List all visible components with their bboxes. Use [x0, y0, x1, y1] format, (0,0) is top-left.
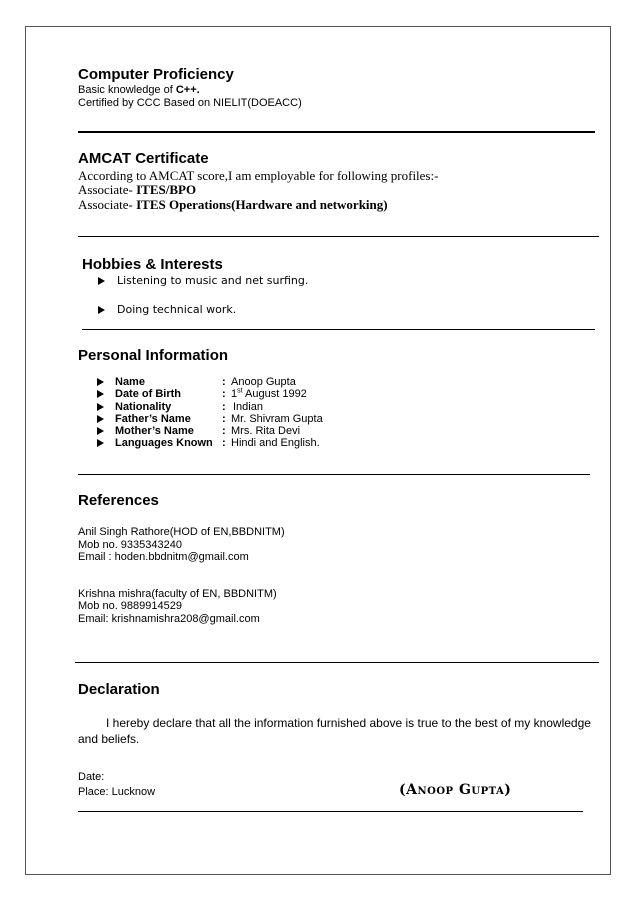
personal-info-value: Anoop Gupta: [231, 376, 296, 388]
personal-info-label: Mother’s Name: [115, 425, 194, 437]
colon: :: [222, 425, 226, 437]
reference-line: Email: krishnamishra208@gmail.com: [78, 613, 260, 625]
arrow-bullet-icon: [97, 427, 104, 435]
computer-line-2: Certified by CCC Based on NIELIT(DOEACC): [78, 97, 302, 109]
amcat-line-1: According to AMCAT score,I am employable for following profiles:-: [78, 168, 439, 183]
arrow-bullet-icon: [98, 306, 105, 314]
arrow-bullet-icon: [97, 378, 104, 386]
computer-line-1-text: Basic knowledge of: [78, 84, 176, 96]
personal-info-row: [97, 425, 300, 437]
personal-info-label: Father’s Name: [115, 413, 191, 425]
hobby-item-text: Listening to music and net surfing.: [117, 274, 309, 287]
reference-line: Email : hoden.bbdnitm@gmail.com: [78, 551, 249, 563]
personal-info-label: Languages Known: [115, 437, 213, 449]
reference-line: Krishna mishra(faculty of EN, BBDNITM): [78, 588, 277, 600]
personal-info-row: [97, 388, 307, 400]
reference-line: Mob no. 9335343240: [78, 539, 182, 551]
references-heading: References: [78, 492, 159, 509]
arrow-bullet-icon: [97, 439, 104, 447]
date-label: Date:: [78, 771, 105, 783]
personal-info-value: [231, 388, 307, 400]
dob-suffix: st: [237, 387, 243, 395]
colon: :: [222, 401, 226, 413]
personal-info-value: Mr. Shivram Gupta: [231, 413, 323, 425]
colon: :: [222, 437, 226, 449]
declaration-text-line-1: I hereby declare that all the information furnished above is true to the best of my knowledge: [106, 716, 591, 730]
colon: :: [222, 413, 226, 425]
dob-rest: August 1992: [242, 388, 307, 400]
reference-line: Anil Singh Rathore(HOD of EN,BBDNITM): [78, 526, 285, 538]
amcat-line-2-bold: ITES/BPO: [136, 182, 197, 197]
personal-info-value: Hindi and English.: [231, 437, 320, 449]
amcat-heading: AMCAT Certificate: [78, 150, 209, 167]
computer-line-1: [78, 84, 200, 97]
personal-info-value: Indian: [233, 401, 263, 413]
divider: [78, 236, 599, 237]
divider: [78, 811, 583, 812]
hobby-item: [98, 303, 236, 316]
colon: :: [222, 388, 226, 400]
divider: [78, 131, 595, 133]
amcat-line-2: [78, 182, 196, 197]
place-label: Place: Lucknow: [78, 786, 156, 798]
personal-info-label: Name: [115, 376, 145, 388]
arrow-bullet-icon: [98, 277, 105, 285]
signature-name: (Anoop Gupta): [399, 782, 512, 798]
personal-info-row: [97, 437, 320, 449]
hobby-item-text: Doing technical work.: [117, 303, 237, 316]
arrow-bullet-icon: [97, 403, 104, 411]
amcat-line-3-bold: ITES Operations(Hardware and networking): [136, 197, 388, 212]
personal-info-label: Nationality: [115, 401, 172, 413]
divider: [78, 474, 590, 475]
arrow-bullet-icon: [97, 415, 104, 423]
arrow-bullet-icon: [97, 390, 104, 398]
declaration-text-line-2: and beliefs.: [78, 732, 140, 746]
computer-proficiency-heading: Computer Proficiency: [78, 66, 234, 83]
hobby-item: [98, 274, 308, 287]
personal-info-row: [97, 401, 263, 413]
personal-info-label: Date of Birth: [115, 388, 181, 400]
declaration-heading: Declaration: [78, 681, 160, 698]
amcat-line-2-text: Associate-: [78, 182, 137, 197]
dob-day: 1: [231, 388, 238, 400]
colon: :: [222, 376, 226, 388]
reference-line: Mob no. 9889914529: [78, 600, 182, 612]
divider: [82, 329, 595, 330]
computer-line-1-bold: C++.: [175, 84, 200, 96]
personal-info-heading: Personal Information: [78, 347, 229, 364]
personal-info-row: [97, 376, 296, 388]
personal-info-row: [97, 413, 323, 425]
divider: [75, 662, 599, 663]
hobbies-heading: Hobbies & Interests: [82, 256, 223, 273]
amcat-line-3-text: Associate-: [78, 197, 137, 212]
personal-info-value: Mrs. Rita Devi: [231, 425, 301, 437]
amcat-line-3: [78, 197, 388, 212]
